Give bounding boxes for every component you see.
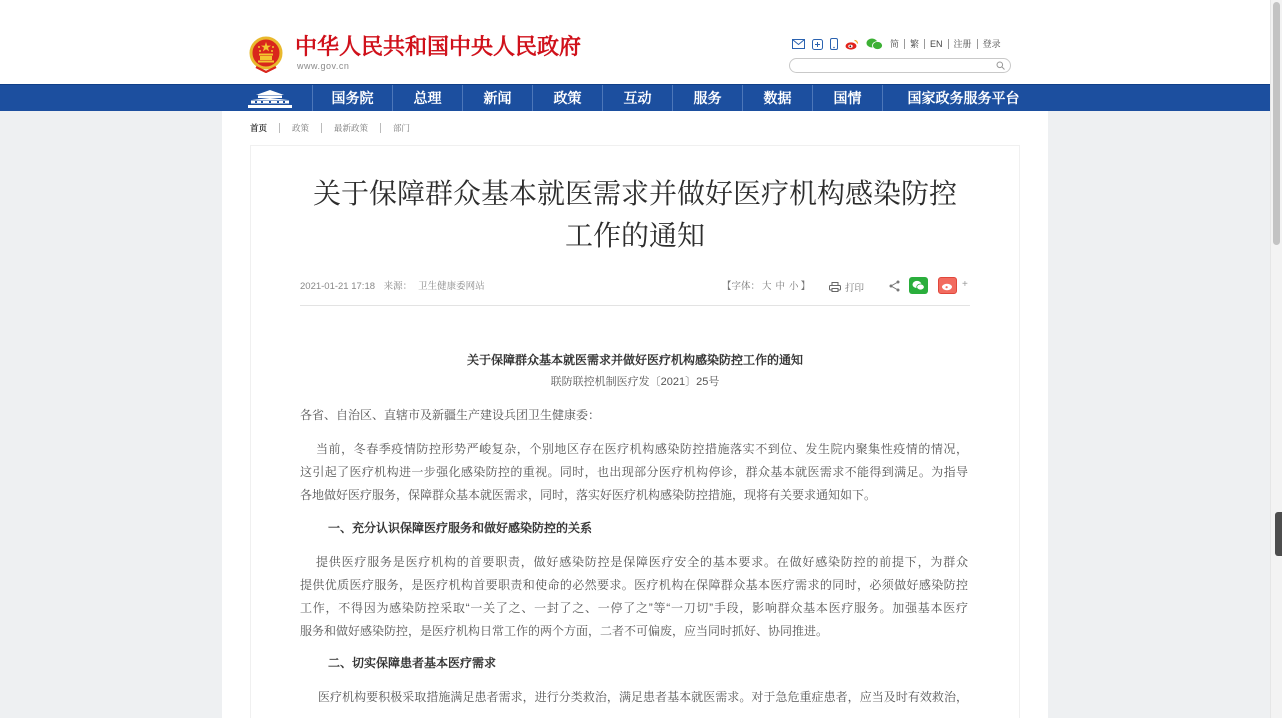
nav-item-services[interactable]: 服务 [672,85,742,111]
nav-item-news[interactable]: 新闻 [462,85,532,111]
main-nav [0,84,1270,111]
wechat-icon[interactable] [866,38,883,50]
font-size-tool [722,281,810,293]
document-number: 联防联控机制医疗发〔2021〕25号 [550,376,720,388]
nav-item-state-council[interactable]: 国务院 [312,85,392,111]
font-size-small[interactable]: 小 [789,281,799,292]
paragraph-line: 这引起了医疗机构进一步强化感染防控的重视。同时，也出现部分医疗机构停诊，群众基本就医需求不能得到满足。为指导 [300,465,968,479]
font-size-large[interactable]: 大 [762,281,772,292]
mobile-app-icon[interactable] [812,39,823,50]
tiananmen-logo-icon[interactable] [248,89,292,108]
search-box[interactable] [789,58,1011,73]
paragraph-line: 提供优质医疗服务，是医疗机构首要职责和使命的必然要求。医疗机构在保障群众基本医疗需求的同时，必须做好感染防控 [300,578,968,592]
nav-item-premier[interactable]: 总理 [392,85,462,111]
breadcrumb-latest-policy[interactable]: 最新政策 [321,123,380,133]
salutation: 各省、自治区、直辖市及新疆生产建设兵团卫生健康委： [300,408,601,422]
link-register[interactable]: 注册 [948,39,977,49]
share-wechat-icon[interactable] [909,277,928,294]
print-button[interactable] [829,280,864,293]
font-size-prefix: 【字体： [722,281,761,292]
paragraph-line: 各地做好医疗服务，保障群众基本就医需求，同时，落实好医疗机构感染防控措施，现将有关要求通知如下。 [300,488,877,502]
site-header [0,0,1270,84]
site-title[interactable]: 中华人民共和国中央人民政府 [295,34,582,59]
paragraph-line: 服务和做好感染防控，是医疗机构日常工作的两个方面，二者不可偏废，应当同时抓好、协同推进。 [300,624,829,638]
paragraph-line: 工作，不得因为感染防控采取“一关了之、一封了之、一停了之”等“一刀切”手段，影响群众基本医疗服务。加强基本医疗 [300,601,968,615]
link-login[interactable]: 登录 [977,39,1006,49]
share-more-button[interactable]: + [962,279,968,290]
share-icon[interactable] [889,280,900,292]
page-title [250,173,1020,257]
scrollbar-thumb[interactable] [1273,2,1280,245]
site-url: www.gov.cn [297,61,350,71]
nav-item-policy[interactable]: 政策 [532,85,602,111]
font-size-medium[interactable]: 中 [775,281,786,292]
phone-icon[interactable] [830,38,838,50]
national-emblem-icon[interactable] [249,36,283,73]
search-input[interactable] [798,60,988,71]
breadcrumb-policy[interactable]: 政策 [279,123,321,133]
breadcrumb [250,122,422,134]
paragraph-line: 当前，冬春季疫情防控形势严峻复杂，个别地区存在医疗机构感染防控措施落实不到位、发生院内聚集性疫情的情况， [316,442,968,456]
publish-date: 2021-01-21 17:18 [300,281,376,292]
print-label: 打印 [845,282,865,294]
nav-item-interaction[interactable]: 互动 [602,85,672,111]
article-meta [300,281,491,293]
weibo-icon[interactable] [845,39,859,50]
link-english[interactable]: EN [924,39,948,49]
nav-item-gov-service-platform[interactable]: 国家政务服务平台 [882,85,1044,111]
top-icon-bar [792,37,883,51]
link-simplified[interactable]: 简 [890,39,900,49]
side-float-tab[interactable] [1275,512,1282,556]
paragraph-line: 提供医疗服务是医疗机构的首要职责，做好感染防控是保障医疗安全的基本要求。在做好感染防控的前提下，为群众 [316,555,968,569]
paragraph-line: 医疗机构要积极采取措施满足患者需求，进行分类救治，满足患者基本就医需求。对于急危重症患者，应当及时有效救治， [318,690,968,704]
section-heading: 二、切实保障患者基本医疗需求 [328,656,497,670]
nav-item-data[interactable]: 数据 [742,85,812,111]
top-links [890,38,1006,50]
link-traditional[interactable]: 繁 [904,39,924,49]
section-heading: 一、充分认识保障医疗服务和做好感染防控的关系 [328,521,593,535]
share-weibo-icon[interactable] [938,277,957,294]
document-body [300,404,968,709]
paragraph [300,551,968,643]
document-title: 关于保障群众基本就医需求并做好医疗机构感染防控工作的通知 [466,353,803,367]
source-label: 来源： [383,281,413,292]
breadcrumb-home[interactable]: 首页 [250,123,268,133]
page-title-line: 工作的通知 [564,220,705,251]
page-title-line: 关于保障群众基本就医需求并做好医疗机构感染防控 [312,178,957,209]
paragraph [300,686,968,709]
breadcrumb-department[interactable]: 部门 [380,123,422,133]
search-icon[interactable] [996,61,1005,70]
printer-icon [829,282,841,292]
mail-icon[interactable] [792,39,805,49]
divider [300,305,970,306]
source-name: 卫生健康委网站 [418,281,485,292]
font-size-suffix: 】 [800,281,811,292]
nav-item-national-info[interactable]: 国情 [812,85,882,111]
paragraph [300,438,968,507]
